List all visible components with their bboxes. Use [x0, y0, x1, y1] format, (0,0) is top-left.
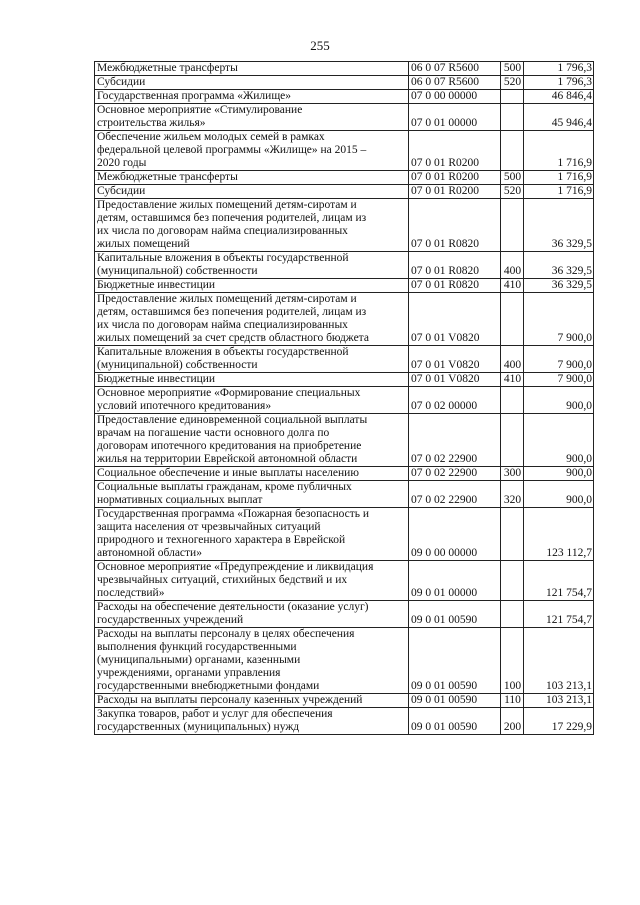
row-code-cell: 07 0 02 22900	[409, 414, 501, 467]
table-row	[95, 76, 594, 90]
row-amount-cell: 46 846,4	[524, 90, 594, 104]
row-expense-type-cell: 520	[501, 185, 524, 199]
row-expense-type-cell: 110	[501, 694, 524, 708]
row-amount-cell: 103 213,1	[524, 694, 594, 708]
row-amount-cell: 45 946,4	[524, 104, 594, 131]
table-row	[95, 62, 594, 76]
row-name-cell: Субсидии	[95, 185, 409, 199]
row-amount-cell: 1 716,9	[524, 131, 594, 171]
row-name-cell: Социальное обеспечение и иные выплаты населению	[95, 467, 409, 481]
row-name-cell: Субсидии	[95, 76, 409, 90]
row-expense-type-cell: 410	[501, 373, 524, 387]
row-amount-cell: 17 229,9	[524, 708, 594, 735]
row-code-cell: 06 0 07 R5600	[409, 62, 501, 76]
row-name-cell: Капитальные вложения в объекты государственной (муниципальной) собственности	[95, 346, 409, 373]
row-amount-cell: 36 329,5	[524, 199, 594, 252]
table-row	[95, 293, 594, 346]
row-code-cell: 09 0 01 00590	[409, 694, 501, 708]
row-name-cell: Предоставление жилых помещений детям-сиротам и детям, оставшимся без попечения родителей, лицам из их числа по договорам найма специализированных жилых помещений за счет средств областного бюджета	[95, 293, 409, 346]
row-expense-type-cell	[501, 90, 524, 104]
row-expense-type-cell: 300	[501, 467, 524, 481]
row-name-cell: Межбюджетные трансферты	[95, 62, 409, 76]
row-expense-type-cell	[501, 508, 524, 561]
row-expense-type-cell	[501, 293, 524, 346]
row-name-cell: Расходы на выплаты персоналу в целях обеспечения выполнения функций государственными (муниципальными) органами, казенными учреждениями, органами управления государственными внебюджетными фондами	[95, 628, 409, 694]
row-amount-cell: 121 754,7	[524, 561, 594, 601]
table-row	[95, 694, 594, 708]
table-row	[95, 346, 594, 373]
table-row	[95, 467, 594, 481]
row-code-cell: 07 0 01 R0820	[409, 199, 501, 252]
table-row	[95, 131, 594, 171]
row-expense-type-cell: 200	[501, 708, 524, 735]
table-row	[95, 90, 594, 104]
row-code-cell: 09 0 00 00000	[409, 508, 501, 561]
row-expense-type-cell	[501, 561, 524, 601]
row-name-cell: Предоставление жилых помещений детям-сиротам и детям, оставшимся без попечения родителей, лицам из их числа по договорам найма специализированных жилых помещений	[95, 199, 409, 252]
row-amount-cell: 900,0	[524, 414, 594, 467]
row-expense-type-cell: 520	[501, 76, 524, 90]
row-expense-type-cell: 500	[501, 171, 524, 185]
row-code-cell: 07 0 01 R0820	[409, 252, 501, 279]
row-name-cell: Обеспечение жильем молодых семей в рамках федеральной целевой программы «Жилище» на 2015 – 2020 годы	[95, 131, 409, 171]
row-expense-type-cell	[501, 131, 524, 171]
row-name-cell: Социальные выплаты гражданам, кроме публичных нормативных социальных выплат	[95, 481, 409, 508]
row-name-cell: Бюджетные инвестиции	[95, 373, 409, 387]
row-expense-type-cell: 400	[501, 252, 524, 279]
row-name-cell: Основное мероприятие «Стимулирование строительства жилья»	[95, 104, 409, 131]
row-name-cell: Межбюджетные трансферты	[95, 171, 409, 185]
row-code-cell: 09 0 01 00000	[409, 561, 501, 601]
row-code-cell: 07 0 02 22900	[409, 481, 501, 508]
table-row	[95, 171, 594, 185]
row-code-cell: 07 0 01 V0820	[409, 346, 501, 373]
table-row	[95, 185, 594, 199]
budget-table	[94, 61, 594, 735]
row-amount-cell: 900,0	[524, 387, 594, 414]
table-row	[95, 373, 594, 387]
row-amount-cell: 900,0	[524, 467, 594, 481]
row-expense-type-cell: 100	[501, 628, 524, 694]
row-name-cell: Основное мероприятие «Формирование специальных условий ипотечного кредитования»	[95, 387, 409, 414]
row-code-cell: 07 0 02 00000	[409, 387, 501, 414]
row-amount-cell: 36 329,5	[524, 252, 594, 279]
row-name-cell: Капитальные вложения в объекты государственной (муниципальной) собственности	[95, 252, 409, 279]
row-code-cell: 06 0 07 R5600	[409, 76, 501, 90]
table-row	[95, 387, 594, 414]
table-row	[95, 104, 594, 131]
row-expense-type-cell	[501, 199, 524, 252]
row-amount-cell: 1 796,3	[524, 62, 594, 76]
table-row	[95, 601, 594, 628]
row-expense-type-cell	[501, 601, 524, 628]
table-row	[95, 414, 594, 467]
row-name-cell: Бюджетные инвестиции	[95, 279, 409, 293]
row-expense-type-cell	[501, 414, 524, 467]
row-expense-type-cell: 410	[501, 279, 524, 293]
row-amount-cell: 103 213,1	[524, 628, 594, 694]
row-name-cell: Закупка товаров, работ и услуг для обеспечения государственных (муниципальных) нужд	[95, 708, 409, 735]
row-amount-cell: 1 796,3	[524, 76, 594, 90]
row-code-cell: 09 0 01 00590	[409, 708, 501, 735]
row-amount-cell: 7 900,0	[524, 346, 594, 373]
row-name-cell: Основное мероприятие «Предупреждение и ликвидация чрезвычайных ситуаций, стихийных бедствий и их последствий»	[95, 561, 409, 601]
row-amount-cell: 7 900,0	[524, 373, 594, 387]
row-expense-type-cell: 320	[501, 481, 524, 508]
table-row	[95, 279, 594, 293]
row-name-cell: Государственная программа «Пожарная безопасность и защита населения от чрезвычайных ситуаций природного и техногенного характера в Еврейской автономной области»	[95, 508, 409, 561]
table-row	[95, 708, 594, 735]
table-row	[95, 628, 594, 694]
row-amount-cell: 123 112,7	[524, 508, 594, 561]
row-code-cell: 07 0 01 R0200	[409, 131, 501, 171]
row-name-cell: Предоставление единовременной социальной выплаты врачам на погашение части основного долга по договорам ипотечного кредитования на приобретение жилья на территории Еврейской автономной области	[95, 414, 409, 467]
row-code-cell: 09 0 01 00590	[409, 601, 501, 628]
row-code-cell: 07 0 02 22900	[409, 467, 501, 481]
table-row	[95, 199, 594, 252]
row-amount-cell: 36 329,5	[524, 279, 594, 293]
row-name-cell: Расходы на обеспечение деятельности (оказание услуг) государственных учреждений	[95, 601, 409, 628]
row-amount-cell: 1 716,9	[524, 171, 594, 185]
row-expense-type-cell: 500	[501, 62, 524, 76]
row-code-cell: 07 0 00 00000	[409, 90, 501, 104]
row-amount-cell: 7 900,0	[524, 293, 594, 346]
table-row	[95, 561, 594, 601]
row-code-cell: 09 0 01 00590	[409, 628, 501, 694]
row-code-cell: 07 0 01 R0200	[409, 171, 501, 185]
budget-table-body	[95, 62, 594, 735]
row-amount-cell: 121 754,7	[524, 601, 594, 628]
row-amount-cell: 900,0	[524, 481, 594, 508]
table-row	[95, 252, 594, 279]
row-expense-type-cell	[501, 104, 524, 131]
row-expense-type-cell: 400	[501, 346, 524, 373]
row-expense-type-cell	[501, 387, 524, 414]
row-code-cell: 07 0 01 V0820	[409, 293, 501, 346]
row-amount-cell: 1 716,9	[524, 185, 594, 199]
row-name-cell: Расходы на выплаты персоналу казенных учреждений	[95, 694, 409, 708]
table-row	[95, 481, 594, 508]
row-code-cell: 07 0 01 V0820	[409, 373, 501, 387]
row-name-cell: Государственная программа «Жилище»	[95, 90, 409, 104]
row-code-cell: 07 0 01 R0200	[409, 185, 501, 199]
table-row	[95, 508, 594, 561]
row-code-cell: 07 0 01 R0820	[409, 279, 501, 293]
page-number: 255	[310, 38, 330, 53]
row-code-cell: 07 0 01 00000	[409, 104, 501, 131]
